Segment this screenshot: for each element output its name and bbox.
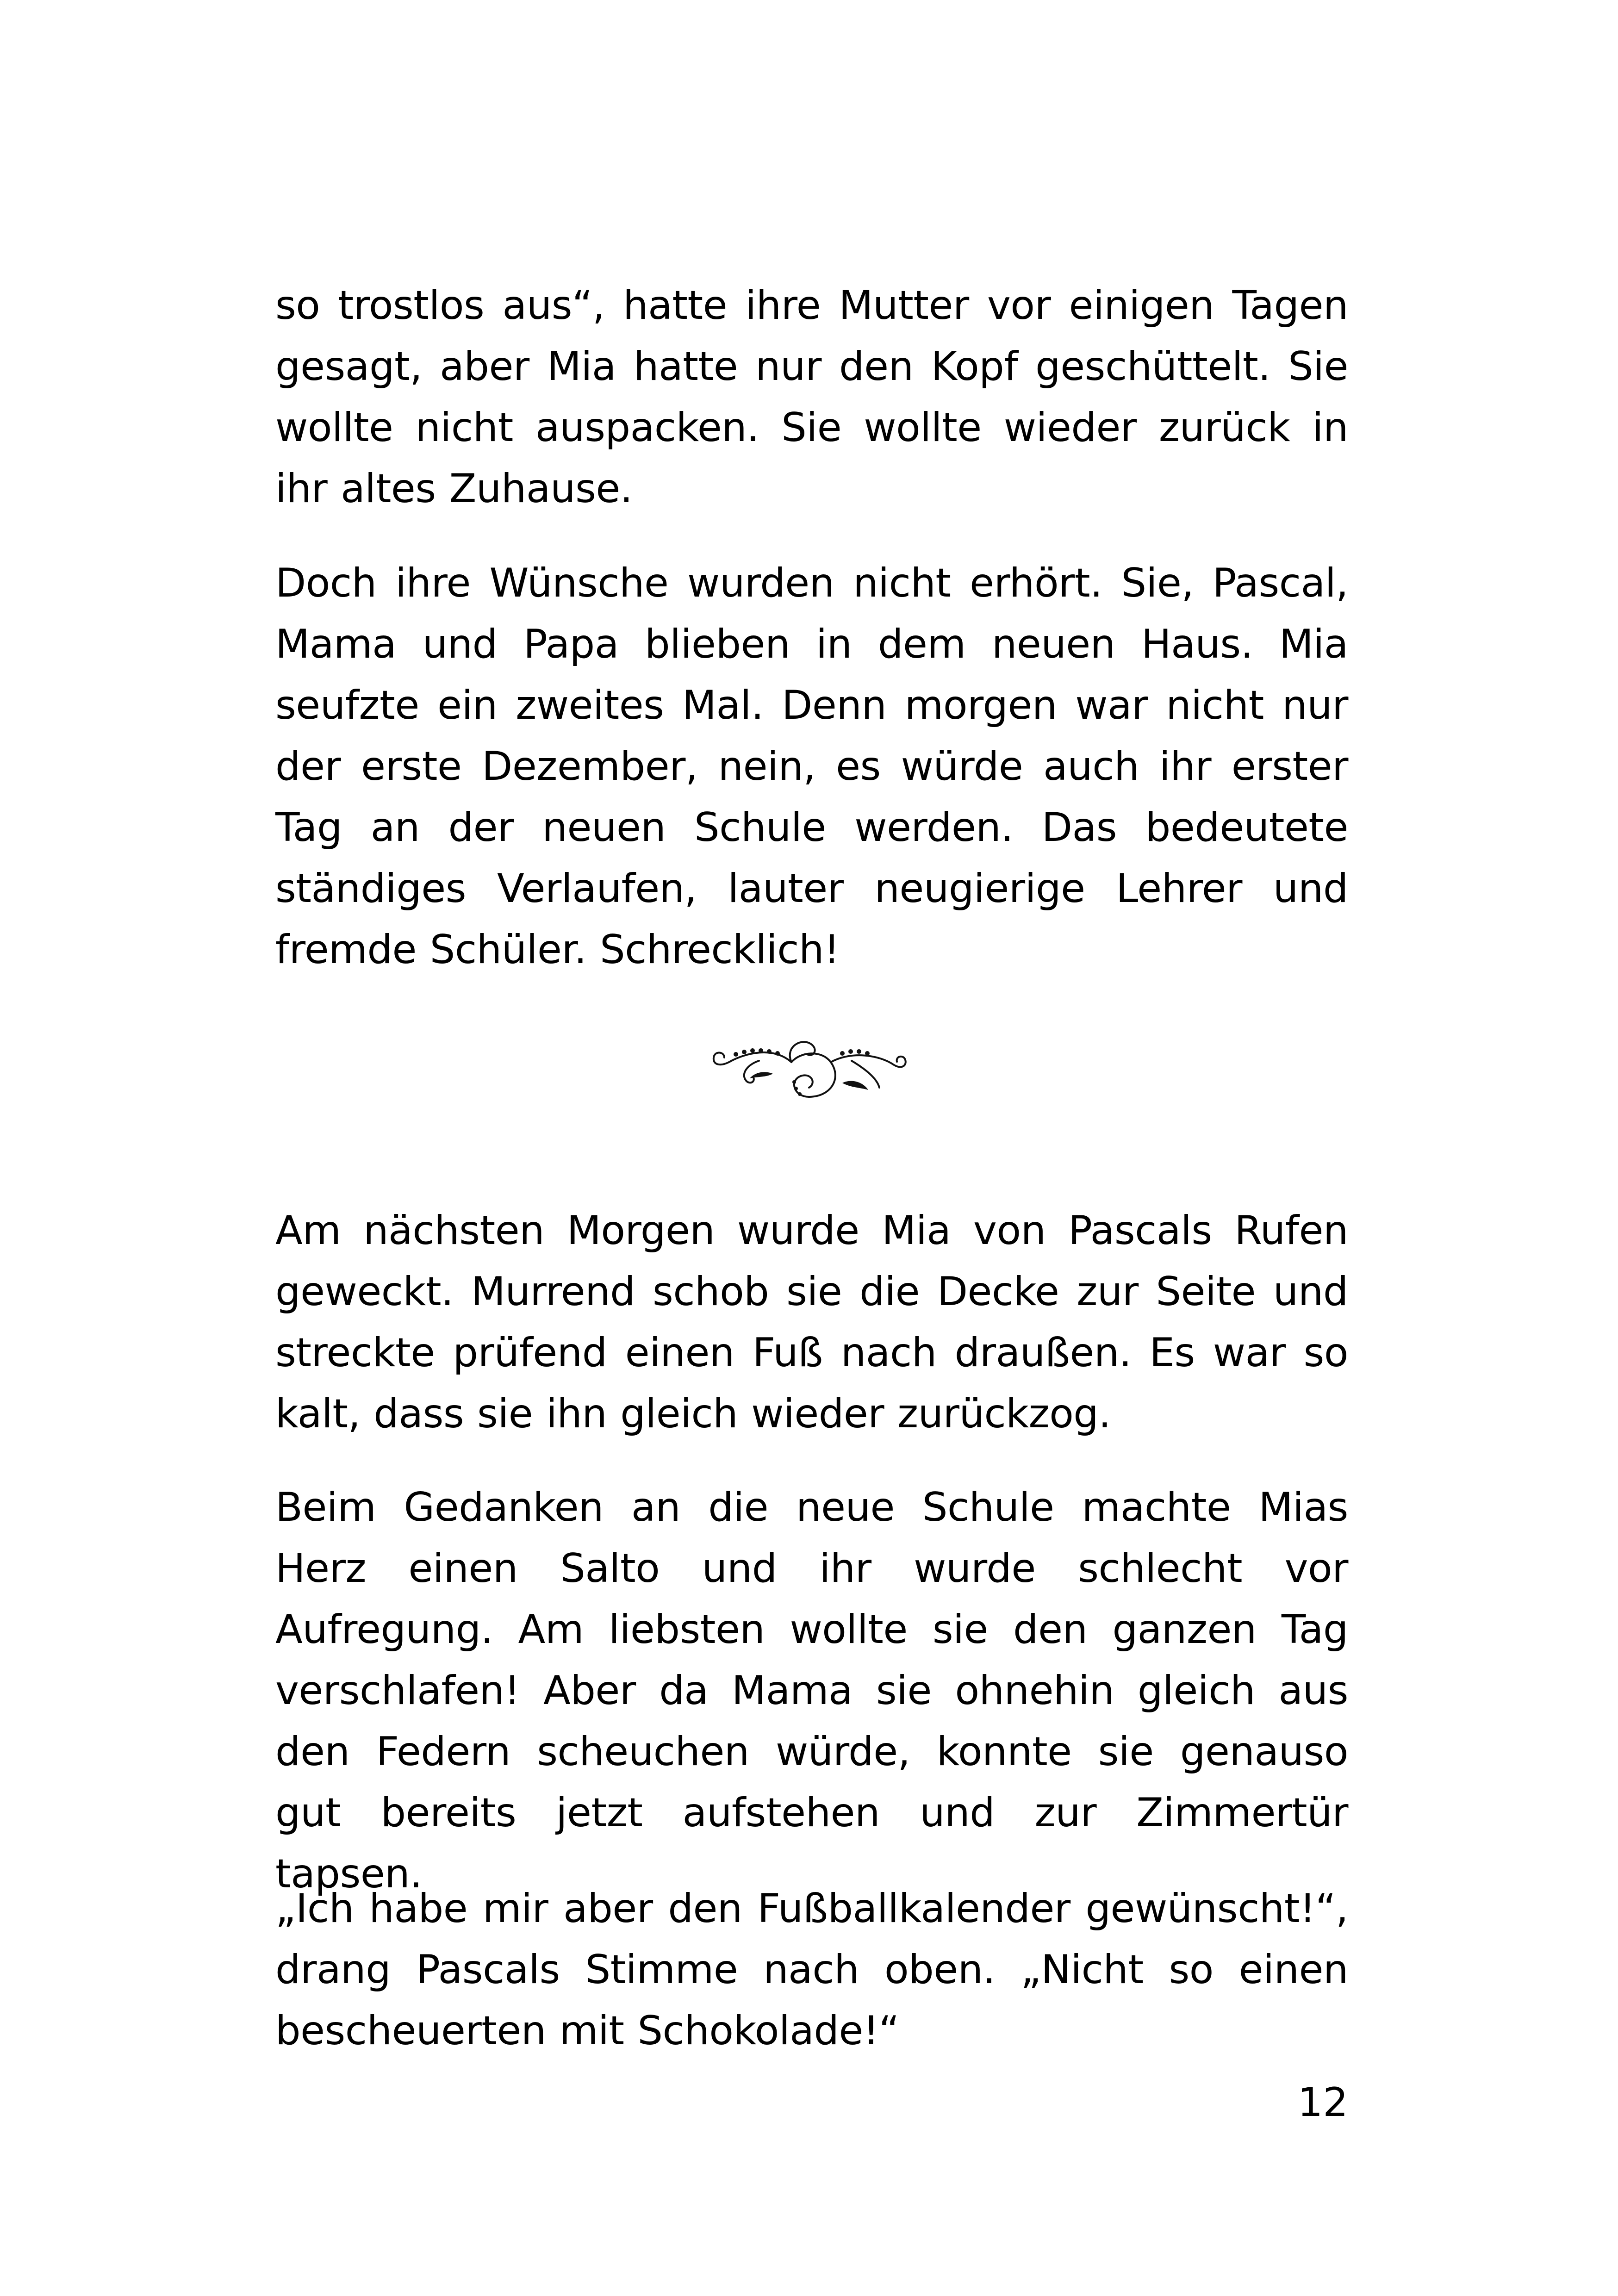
page-number: 12 bbox=[1297, 2079, 1348, 2126]
paragraph-4: Beim Gedanken an die neue Schule machte Mias Herz einen Salto und ihr wurde schlecht vor Aufregung. Am liebsten wollte sie den ganzen Tag verschlafen! Aber da Mama sie ohnehin gleich aus den Federn scheuchen würde, konnte sie genauso gut bereits jetzt aufstehen und zur Zimmertür tapsen. bbox=[275, 1484, 1348, 1897]
paragraph-1: so trostlos aus“, hatte ihre Mutter vor einigen Tagen gesagt, aber Mia hatte nur den Kopf geschüttelt. Sie wollte nicht auspacken. Sie wollte wieder zurück in ihr altes Zuhause. bbox=[275, 282, 1348, 512]
flourish-divider-icon bbox=[703, 1018, 915, 1111]
paragraph-5: „Ich habe mir aber den Fußballkalender gewünscht!“, drang Pascals Stimme nach oben. „Nicht so einen bescheuerten mit Schokolade!“ bbox=[275, 1885, 1348, 2054]
paragraph-3: Am nächsten Morgen wurde Mia von Pascals Rufen geweckt. Murrend schob sie die Decke zur Seite und streckte prüfend einen Fuß nach draußen. Es war so kalt, dass sie ihn gleich wieder zurückzog. bbox=[275, 1207, 1348, 1437]
paragraph-2: Doch ihre Wünsche wurden nicht erhört. Sie, Pascal, Mama und Papa blieben in dem neuen Haus. Mia seufzte ein zweites Mal. Denn morgen war nicht nur der erste Dezember, nein, es würde auch ihr erster Tag an der neuen Schule werden. Das bedeutete ständiges Verlaufen, lauter neugierige Lehrer und fremde Schüler. Schrecklich! bbox=[275, 560, 1348, 973]
